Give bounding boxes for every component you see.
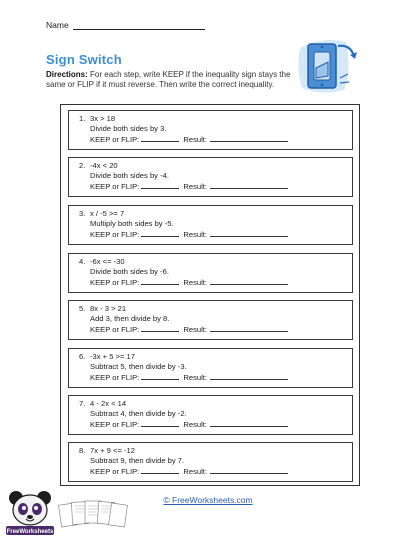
- keep-flip-field[interactable]: [141, 229, 179, 237]
- result-label: Result:: [183, 230, 208, 239]
- directions-label: Directions:: [46, 70, 88, 79]
- question-inequality: -6x <= -30: [90, 257, 125, 266]
- result-field[interactable]: [210, 229, 288, 237]
- question-box: [68, 110, 353, 150]
- keep-flip-field[interactable]: [141, 466, 179, 474]
- keep-flip-field[interactable]: [141, 277, 179, 285]
- question-line: [79, 257, 352, 267]
- result-field[interactable]: [210, 277, 288, 285]
- answer-line: [79, 181, 352, 192]
- question-step: Subtract 9, then divide by 7.: [90, 456, 185, 465]
- result-label: Result:: [183, 373, 208, 382]
- result-field[interactable]: [210, 181, 288, 189]
- question-box: [68, 253, 353, 293]
- question-step: Add 3, then divide by 8.: [90, 314, 170, 323]
- answer-line: [79, 134, 352, 145]
- question-inequality: 8x - 3 > 21: [90, 304, 127, 313]
- keep-flip-label: KEEP or FLIP:: [90, 420, 140, 429]
- keep-flip-label: KEEP or FLIP:: [90, 182, 140, 191]
- question-step: Multiply both sides by -5.: [90, 219, 174, 228]
- question-number: 4.: [79, 257, 86, 266]
- result-label: Result:: [183, 467, 208, 476]
- question-line: [79, 352, 352, 362]
- keep-flip-label: KEEP or FLIP:: [90, 135, 140, 144]
- question-box: [68, 395, 353, 435]
- question-inequality: 3x > 18: [90, 114, 116, 123]
- question-number: 7.: [79, 399, 86, 408]
- question-step: Divide both sides by -4.: [90, 171, 169, 180]
- question-line: [79, 161, 352, 171]
- answer-line: [79, 229, 352, 240]
- name-row: [46, 20, 205, 30]
- answer-line: [79, 372, 352, 383]
- footer-link[interactable]: © FreeWorksheets.com: [163, 495, 253, 505]
- question-number: 3.: [79, 209, 86, 218]
- result-label: Result:: [183, 182, 208, 191]
- logo-text: FreeWorksheets: [6, 529, 54, 535]
- result-field[interactable]: [210, 372, 288, 380]
- question-line: [79, 209, 352, 219]
- keep-flip-label: KEEP or FLIP:: [90, 230, 140, 239]
- keep-flip-label: KEEP or FLIP:: [90, 373, 140, 382]
- keep-flip-label: KEEP or FLIP:: [90, 467, 140, 476]
- result-label: Result:: [183, 278, 208, 287]
- question-line: [79, 446, 352, 456]
- result-label: Result:: [183, 325, 208, 334]
- question-inequality: x / -5 >= 7: [90, 209, 125, 218]
- keep-flip-label: KEEP or FLIP:: [90, 325, 140, 334]
- question-inequality: -4x < 20: [90, 161, 118, 170]
- keep-flip-field[interactable]: [141, 181, 179, 189]
- question-box: [68, 442, 353, 482]
- name-label: Name: [46, 20, 69, 30]
- answer-line: [79, 277, 352, 288]
- answer-line: [79, 466, 352, 477]
- question-box: [68, 157, 353, 197]
- question-number: 8.: [79, 446, 86, 455]
- keep-flip-label: KEEP or FLIP:: [90, 278, 140, 287]
- result-label: Result:: [183, 135, 208, 144]
- answer-line: [79, 419, 352, 430]
- result-field[interactable]: [210, 324, 288, 332]
- question-box: [68, 205, 353, 245]
- question-box: [68, 348, 353, 388]
- question-line: [79, 399, 352, 409]
- answer-line: [79, 324, 352, 335]
- question-step: Divide both sides by 3.: [90, 124, 167, 133]
- result-field[interactable]: [210, 419, 288, 427]
- result-label: Result:: [183, 420, 208, 429]
- keep-flip-field[interactable]: [141, 324, 179, 332]
- question-box: [68, 300, 353, 340]
- keep-flip-field[interactable]: [141, 134, 179, 142]
- keep-flip-field[interactable]: [141, 419, 179, 427]
- directions-text: For each step, write KEEP if the inequality sign stays the same or FLIP if it must reverse. Then write the correct inequality.: [46, 70, 291, 89]
- question-inequality: 7x + 9 <= -12: [90, 446, 135, 455]
- question-inequality: -3x + 5 >= 17: [90, 352, 135, 361]
- question-step: Subtract 4, then divide by -2.: [90, 409, 187, 418]
- question-line: [79, 304, 352, 314]
- result-field[interactable]: [210, 466, 288, 474]
- name-field[interactable]: [73, 20, 205, 30]
- directions: [46, 70, 304, 90]
- question-number: 5.: [79, 304, 86, 313]
- question-number: 2.: [79, 161, 86, 170]
- question-number: 1.: [79, 114, 86, 123]
- question-number: 6.: [79, 352, 86, 361]
- question-inequality: 4 - 2x < 14: [90, 399, 127, 408]
- worksheet-title: Sign Switch: [46, 52, 122, 67]
- light-switch-illustration: [292, 30, 362, 100]
- question-step: Divide both sides by -6.: [90, 267, 169, 276]
- result-field[interactable]: [210, 134, 288, 142]
- question-line: [79, 114, 352, 124]
- keep-flip-field[interactable]: [141, 372, 179, 380]
- question-step: Subtract 5, then divide by -3.: [90, 362, 187, 371]
